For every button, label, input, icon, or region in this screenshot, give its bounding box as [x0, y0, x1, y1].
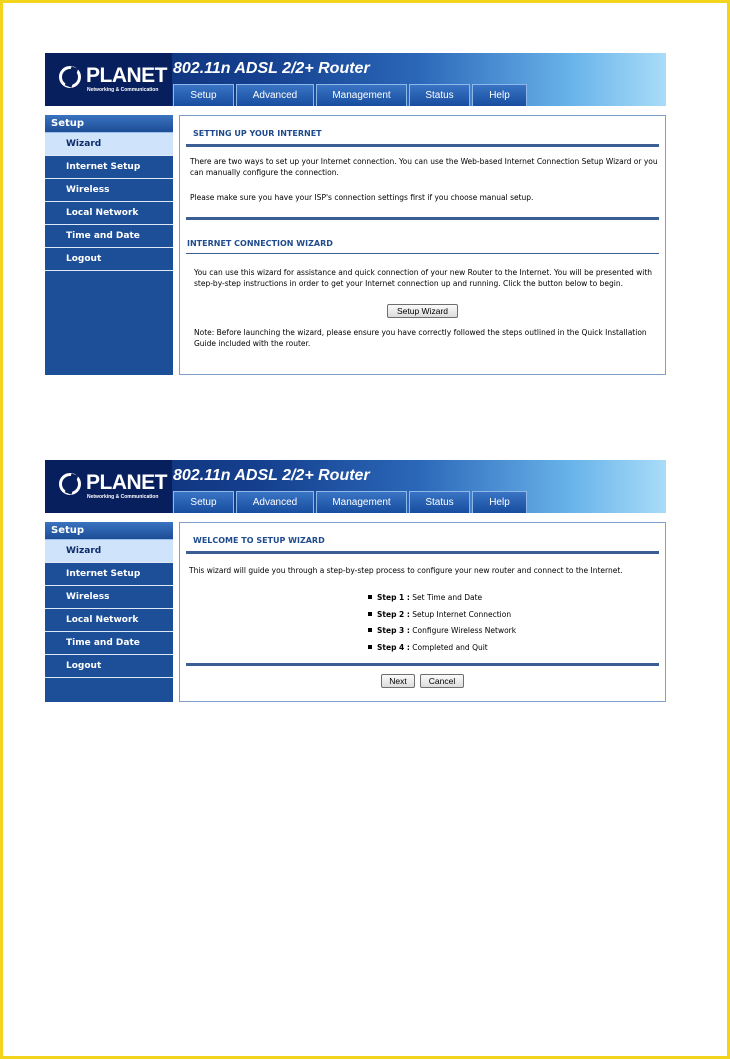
- isp-note: Please make sure you have your ISP's connection settings first if you choose manual setup.: [190, 193, 534, 202]
- sidebar-item-local-network[interactable]: Local Network: [45, 609, 173, 632]
- wizard-text: You can use this wizard for assistance and quick connection of your new Router to the Internet. You will be presented with step-by-step instructions in order to get your Internet connection up and running. Click the button below to begin.: [194, 268, 653, 288]
- tab-help[interactable]: Help: [472, 491, 527, 513]
- router-header: [45, 53, 666, 106]
- tab-help[interactable]: Help: [472, 84, 527, 106]
- sidebar-header: Setup: [45, 115, 173, 133]
- cancel-button[interactable]: Cancel: [420, 674, 464, 688]
- step-label: Step 2 :: [377, 609, 410, 619]
- logo-name: PLANET: [86, 471, 167, 494]
- step-text: Completed and Quit: [412, 642, 488, 652]
- wizard-steps: [368, 592, 516, 658]
- section-divider: [186, 551, 659, 554]
- next-button[interactable]: Next: [381, 674, 415, 688]
- product-title: 802.11n ADSL 2/2+ Router: [173, 467, 370, 484]
- sidebar: [45, 115, 173, 375]
- planet-logo-icon: [59, 473, 81, 495]
- section-divider-thin: [186, 253, 659, 254]
- step-text: Set Time and Date: [412, 593, 483, 602]
- section-title-setting-up: SETTING UP YOUR INTERNET: [193, 129, 322, 138]
- bullet-icon: [368, 645, 372, 649]
- step-label: Step 3 :: [377, 626, 410, 635]
- main-tabs: [173, 84, 529, 106]
- section-divider: [186, 663, 659, 666]
- tab-setup[interactable]: Setup: [173, 491, 234, 513]
- bullet-icon: [368, 595, 372, 599]
- sidebar-item-wireless[interactable]: Wireless: [45, 179, 173, 202]
- intro-text: There are two ways to set up your Internet connection. You can use the Web-based Internet Connection Setup Wizard or you can manually configure the connection.: [190, 157, 658, 177]
- planet-logo: [45, 460, 172, 513]
- sidebar: [45, 522, 173, 702]
- logo-tagline: Networking & Communication: [87, 494, 159, 500]
- planet-logo-icon: [59, 66, 81, 88]
- step-label: Step 1 :: [377, 593, 410, 602]
- sidebar-item-internet-setup[interactable]: Internet Setup: [45, 156, 173, 179]
- tab-advanced[interactable]: Advanced: [236, 491, 314, 513]
- sidebar-item-logout[interactable]: Logout: [45, 655, 173, 678]
- list-item: [368, 625, 516, 642]
- wizard-intro-text: This wizard will guide you through a step-by-step process to configure your new router and connect to the Internet.: [189, 566, 623, 575]
- logo-name: PLANET: [86, 64, 167, 87]
- bullet-icon: [368, 628, 372, 632]
- planet-logo: [45, 53, 172, 106]
- router-screen-setup: [45, 53, 666, 375]
- setup-wizard-button[interactable]: Setup Wizard: [387, 304, 458, 318]
- router-header: [45, 460, 666, 513]
- tab-status[interactable]: Status: [409, 84, 470, 106]
- content-panel: [179, 522, 666, 702]
- sidebar-item-logout[interactable]: Logout: [45, 248, 173, 271]
- sidebar-item-wizard[interactable]: Wizard: [45, 133, 173, 156]
- sidebar-header: Setup: [45, 522, 173, 540]
- content-panel: [179, 115, 666, 375]
- list-item: [368, 592, 516, 609]
- section-divider: [186, 144, 659, 147]
- main-tabs: [173, 491, 529, 513]
- note-text: Note: Before launching the wizard, please ensure you have correctly followed the steps outlined in the Quick Installation Guide included with the router.: [194, 328, 647, 348]
- sidebar-item-internet-setup[interactable]: Internet Setup: [45, 563, 173, 586]
- sidebar-item-local-network[interactable]: Local Network: [45, 202, 173, 225]
- tab-status[interactable]: Status: [409, 491, 470, 513]
- list-item: [368, 642, 516, 659]
- section-title-wizard: INTERNET CONNECTION WIZARD: [187, 239, 333, 248]
- router-screen-wizard: [45, 460, 666, 702]
- product-title: 802.11n ADSL 2/2+ Router: [173, 60, 370, 77]
- section-divider: [186, 217, 659, 220]
- tab-management[interactable]: Management: [316, 491, 407, 513]
- tab-advanced[interactable]: Advanced: [236, 84, 314, 106]
- step-text: Configure Wireless Network: [412, 626, 517, 635]
- bullet-icon: [368, 612, 372, 616]
- sidebar-item-wizard[interactable]: Wizard: [45, 540, 173, 563]
- sidebar-item-time-and-date[interactable]: Time and Date: [45, 632, 173, 655]
- tab-setup[interactable]: Setup: [173, 84, 234, 106]
- wizard-title: WELCOME TO SETUP WIZARD: [193, 536, 325, 545]
- tab-management[interactable]: Management: [316, 84, 407, 106]
- sidebar-item-wireless[interactable]: Wireless: [45, 586, 173, 609]
- step-text: Setup Internet Connection: [412, 609, 512, 619]
- step-label: Step 4 :: [377, 642, 410, 652]
- list-item: [368, 609, 516, 626]
- logo-tagline: Networking & Communication: [87, 87, 159, 93]
- sidebar-item-time-and-date[interactable]: Time and Date: [45, 225, 173, 248]
